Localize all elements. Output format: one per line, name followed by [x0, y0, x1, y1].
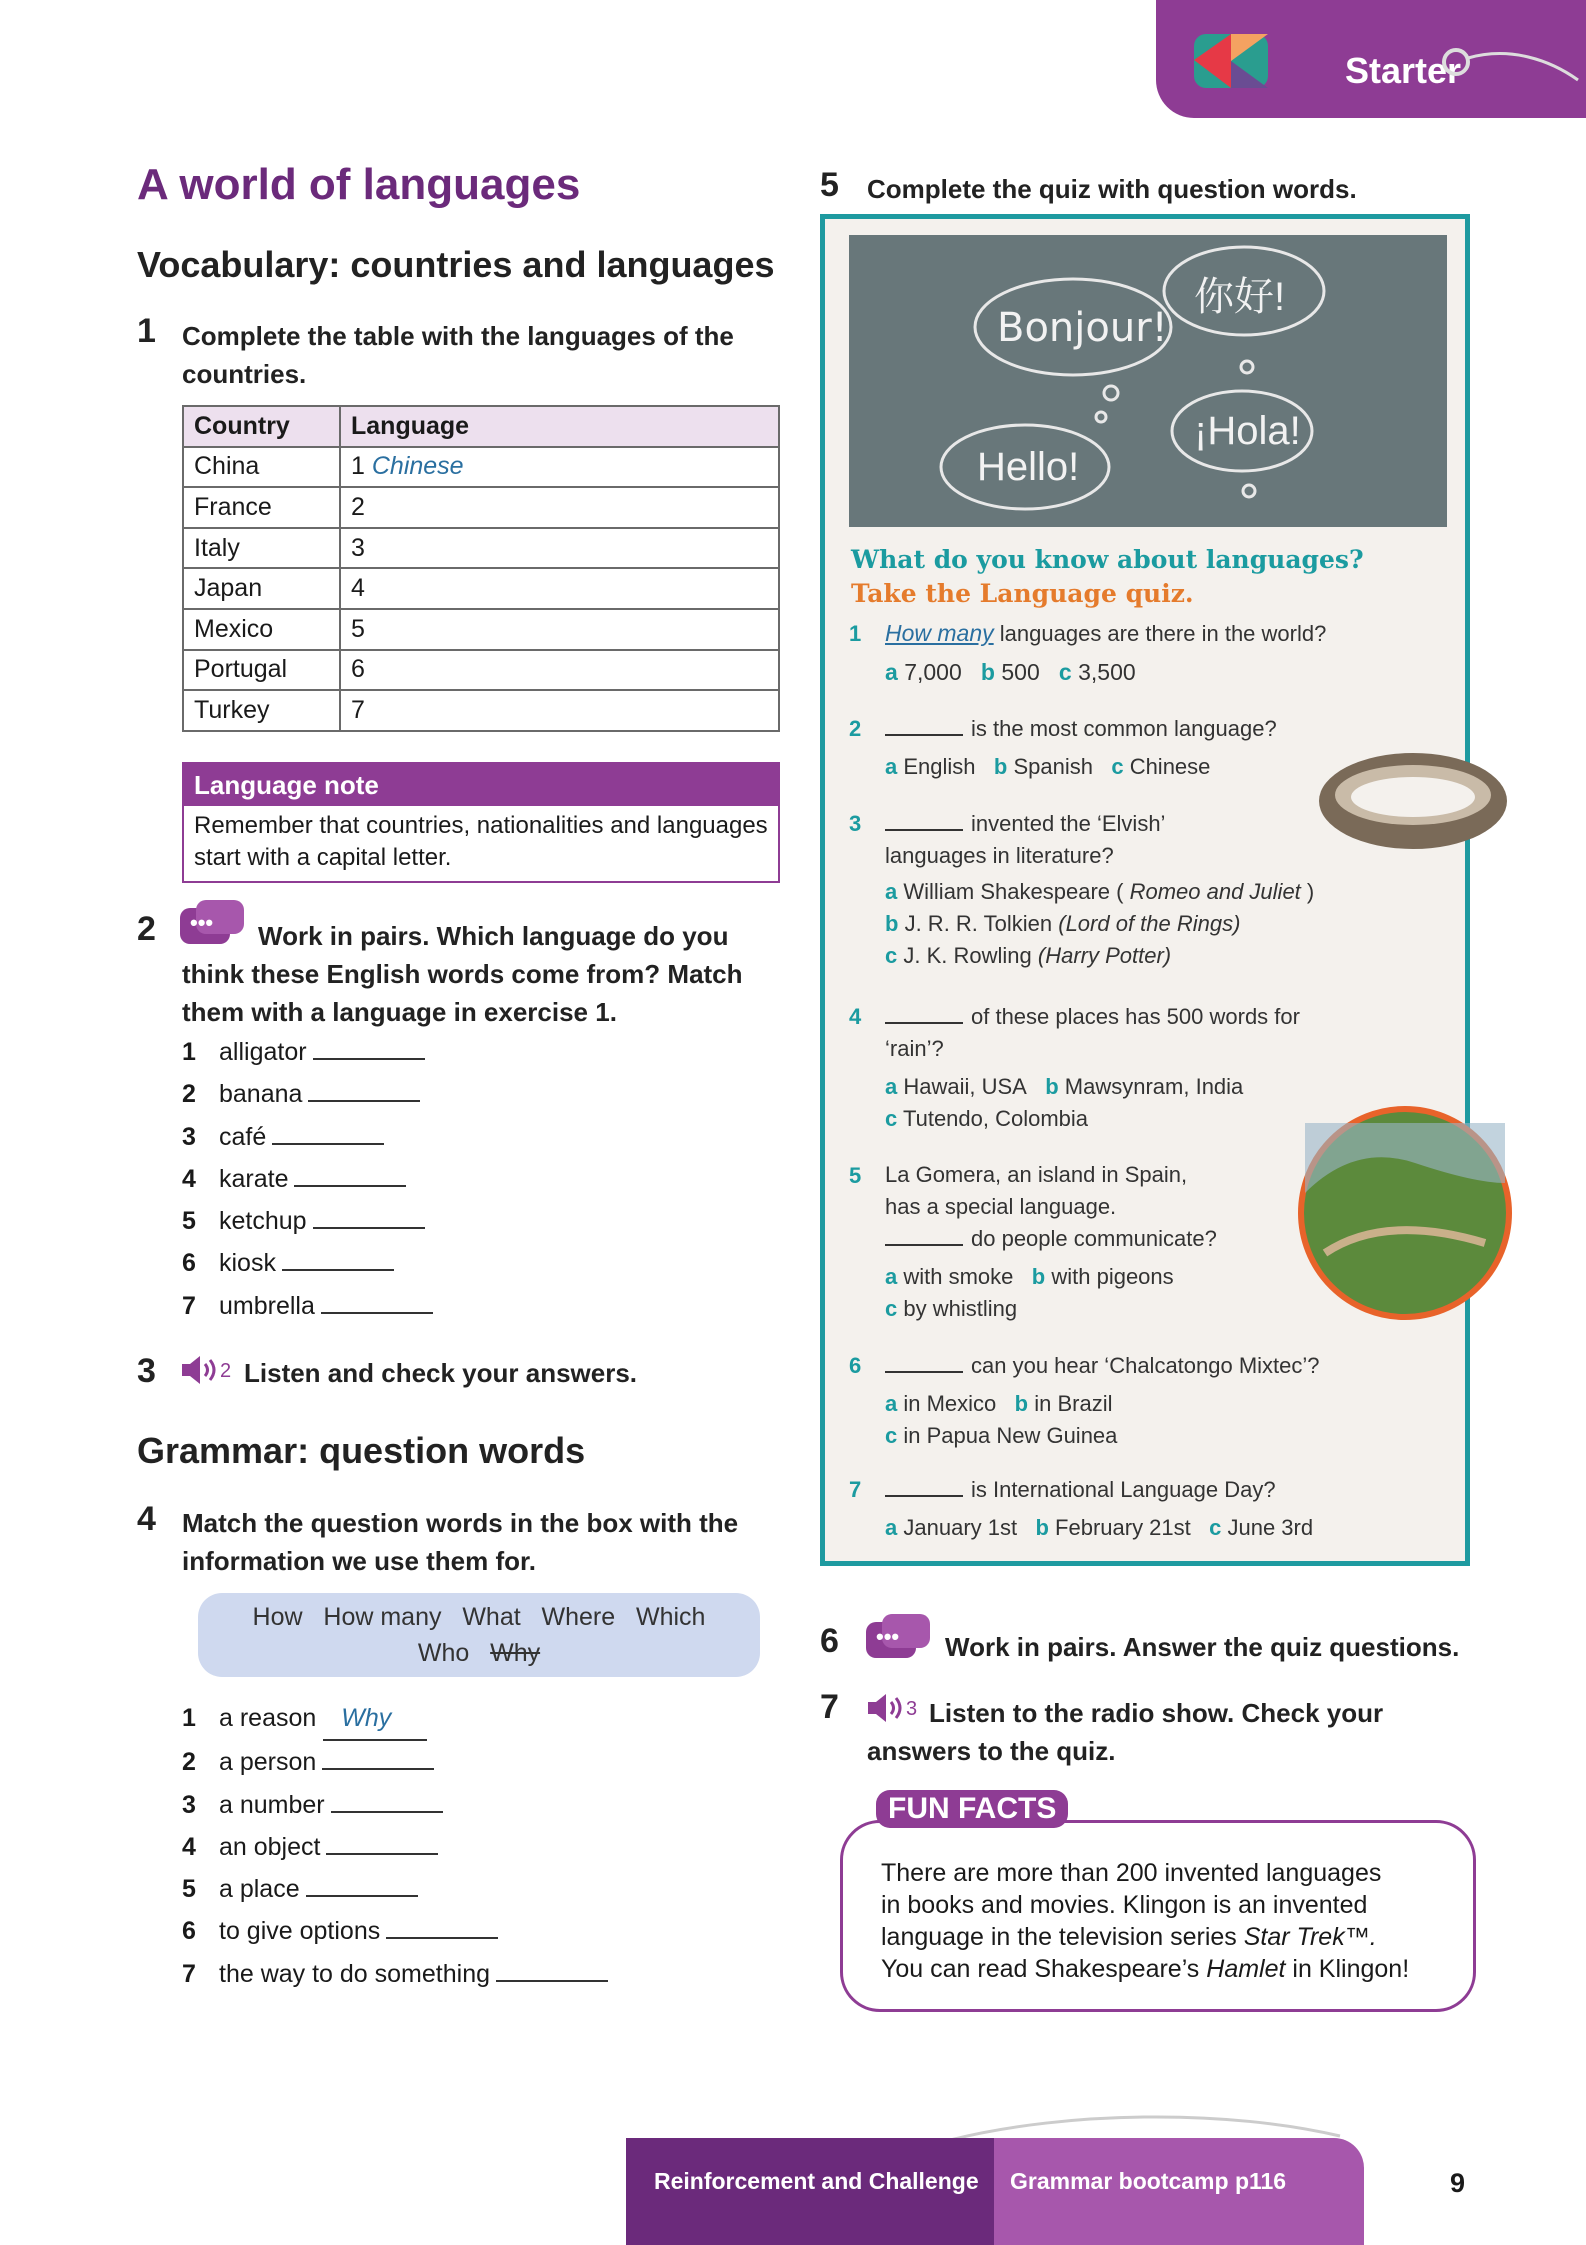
item-number: 4 — [182, 1832, 196, 1861]
word: alligator — [219, 1038, 307, 1066]
item-number: 7 — [182, 1291, 196, 1320]
q6-option-c[interactable]: in Papua New Guinea — [903, 1423, 1118, 1448]
row-number: 5 — [351, 614, 365, 643]
table-row — [183, 568, 779, 609]
ex2-instruction: Work in pairs. Which language do you think these English words come from? Match them with a language in exercise 1. — [182, 921, 743, 1027]
table-row — [183, 650, 779, 691]
list-item[interactable] — [182, 1285, 433, 1327]
answer-blank[interactable] — [496, 1962, 608, 1982]
list-item[interactable] — [182, 1868, 608, 1910]
list-item[interactable] — [182, 1073, 433, 1115]
q6-blank[interactable] — [885, 1355, 963, 1373]
q3-option-a-title: Romeo and Juliet — [1129, 879, 1301, 904]
q4-text: of these places has 500 words for — [971, 1004, 1300, 1029]
q2-option-b[interactable]: Spanish — [1013, 754, 1093, 779]
answer-blank[interactable] — [386, 1919, 498, 1939]
language-cell[interactable] — [340, 690, 779, 731]
q5-option-b[interactable]: with pigeons — [1051, 1264, 1174, 1289]
pairwork-icon: ••• — [866, 1616, 932, 1664]
language-quiz-box — [820, 214, 1470, 1566]
q1-option-c[interactable]: 3,500 — [1078, 659, 1136, 685]
item-number: 2 — [182, 1748, 196, 1777]
language-cell[interactable] — [340, 650, 779, 691]
q7-blank[interactable] — [885, 1479, 963, 1497]
q3-option-b-title: (Lord of the Rings) — [1058, 911, 1241, 936]
answer-blank[interactable] — [282, 1251, 394, 1271]
list-item[interactable] — [182, 1200, 433, 1242]
q1: How many languages are there in the world? a 7,000 b 500 c 3,500 — [885, 620, 1327, 685]
vocab-heading: Vocabulary: countries and languages — [137, 244, 775, 285]
q2-text: is the most common language? — [971, 716, 1277, 741]
country-cell: France — [183, 487, 340, 528]
answer-blank[interactable] — [326, 1835, 438, 1855]
list-item[interactable] — [182, 1697, 608, 1741]
word: ketchup — [219, 1207, 307, 1236]
q4: of these places has 500 words for ‘rain’? a Hawaii, USA b Mawsynram, India c Tutendo, Colombia — [885, 1004, 1300, 1131]
chalkboard-image — [849, 235, 1447, 527]
word: umbrella — [219, 1291, 315, 1320]
q1-number: 1 — [849, 621, 862, 646]
q2-blank[interactable] — [885, 718, 963, 736]
q1-option-b[interactable]: 500 — [1001, 659, 1040, 685]
q5: La Gomera, an island in Spain, has a special language. do people communicate? a with smoke b with pigeons c by whistling — [885, 1159, 1217, 1325]
row-number: 6 — [351, 655, 365, 684]
q3-blank[interactable] — [885, 813, 963, 831]
list-item[interactable] — [182, 1116, 433, 1158]
language-cell[interactable] — [340, 447, 779, 488]
q6: can you hear ‘Chalcatongo Mixtec’? a in Mexico b in Brazil c in Papua New Guinea — [885, 1353, 1320, 1448]
fun-facts-title: FUN FACTS — [876, 1790, 1068, 1828]
answer-blank[interactable] — [308, 1082, 420, 1102]
q5-option-a[interactable]: with smoke — [903, 1264, 1014, 1289]
item-text: a number — [219, 1790, 325, 1819]
table-row — [183, 609, 779, 650]
q3: invented the ‘Elvish’ languages in literature? a William Shakespeare ( Romeo and Juliet ) b J. R. R. Tolkien (Lord of the Rings) c J. K. Rowling (Harry Potter) — [885, 811, 1315, 968]
pairwork-icon: ••• — [180, 906, 246, 954]
item-number: 3 — [182, 1122, 196, 1151]
ex4-list — [182, 1697, 608, 1995]
language-cell[interactable] — [340, 487, 779, 528]
item-text: to give options — [219, 1917, 381, 1946]
list-item[interactable] — [182, 1953, 608, 1995]
answer-blank[interactable] — [313, 1209, 425, 1229]
item-number: 5 — [182, 1875, 196, 1904]
table-header-country: Country — [183, 406, 340, 447]
ex6-number: 6 — [820, 1622, 839, 1660]
grammar-bootcamp-link[interactable]: Grammar bootcamp p116 — [994, 2138, 1364, 2245]
item-number: 5 — [182, 1207, 196, 1236]
tab-string-icon — [1430, 40, 1580, 100]
ex2-number: 2 — [137, 910, 156, 948]
page-number: 9 — [1450, 2168, 1466, 2198]
q3-text: invented the ‘Elvish’ — [971, 811, 1166, 836]
item-text: a reason — [219, 1704, 317, 1732]
table-row — [183, 528, 779, 569]
answer-blank[interactable] — [331, 1793, 443, 1813]
q5-option-c[interactable]: by whistling — [903, 1296, 1018, 1321]
q7-option-c[interactable]: June 3rd — [1227, 1515, 1314, 1540]
item-number: 4 — [182, 1164, 196, 1193]
fun-facts-line: in books and movies. Klingon is an invented — [881, 1891, 1368, 1919]
fun-facts-line: in Klingon! — [1292, 1955, 1410, 1983]
q3-option-b[interactable]: J. R. R. Tolkien — [904, 911, 1053, 936]
row-number: 7 — [351, 695, 365, 724]
q5-blank[interactable] — [885, 1228, 963, 1246]
quiz-heading: What do you know about languages? — [851, 545, 1364, 574]
chalkboard-icon — [849, 235, 1447, 527]
board-word-bonjour: Bonjour! — [997, 305, 1168, 351]
q2-number: 2 — [849, 716, 862, 741]
track-number: 2 — [220, 1360, 232, 1382]
board-word-hello: Hello! — [977, 445, 1080, 489]
list-item[interactable] — [182, 1784, 608, 1826]
q6-text: can you hear ‘Chalcatongo Mixtec’? — [971, 1353, 1320, 1378]
ex4-number: 4 — [137, 1500, 156, 1538]
answer-blank[interactable] — [322, 1750, 434, 1770]
table-header-language: Language — [340, 406, 779, 447]
fun-facts-title-hamlet: Hamlet — [1206, 1955, 1286, 1983]
ex3-instruction: Listen and check your answers. — [244, 1358, 638, 1388]
question-words-box — [198, 1593, 760, 1677]
question-words-line: How How many What Where Which — [252, 1603, 706, 1631]
country-cell: China — [183, 447, 340, 488]
answer-blank[interactable] — [306, 1877, 418, 1897]
word: kiosk — [219, 1249, 276, 1278]
item-number: 1 — [182, 1704, 196, 1732]
language-cell[interactable] — [340, 528, 779, 569]
language-cell[interactable] — [340, 609, 779, 650]
item-number: 2 — [182, 1080, 196, 1109]
audio-icon[interactable] — [180, 1354, 218, 1386]
row-number: 1 — [351, 452, 365, 481]
q5-text-3: do people communicate? — [971, 1226, 1217, 1251]
answer-blank[interactable] — [313, 1040, 425, 1060]
unit-tab-label: Starter — [1344, 50, 1461, 91]
question-word-who: Who — [417, 1639, 470, 1667]
q3-option-a[interactable]: William Shakespeare ( — [903, 879, 1124, 904]
q7-text: is International Language Day? — [971, 1477, 1276, 1502]
ex3-number: 3 — [137, 1352, 156, 1390]
q1-option-a[interactable]: 7,000 — [904, 659, 962, 685]
table-row — [183, 447, 779, 488]
q2: is the most common language? a English b Spanish c Chinese — [885, 716, 1277, 779]
answer-blank[interactable] — [272, 1125, 384, 1145]
question-word-why-crossed: Why — [490, 1639, 541, 1667]
example-answer: Why — [323, 1697, 427, 1741]
row-number: 2 — [351, 492, 365, 521]
list-item[interactable] — [182, 1242, 433, 1284]
word: karate — [219, 1164, 289, 1193]
item-text: a person — [219, 1748, 317, 1777]
track-number: 3 — [906, 1698, 918, 1720]
q4-text-2: ‘rain’? — [885, 1036, 944, 1061]
example-answer: Chinese — [371, 452, 464, 481]
board-word-nihao: 你好! — [1194, 275, 1286, 319]
row-number: 3 — [351, 533, 365, 562]
list-item[interactable] — [182, 1910, 608, 1952]
item-text: the way to do something — [219, 1959, 490, 1988]
ex5-number: 5 — [820, 166, 839, 204]
q4-number: 4 — [849, 1004, 862, 1029]
q3-number: 3 — [849, 811, 862, 836]
q2-option-a[interactable]: English — [903, 754, 976, 779]
q4-blank[interactable] — [885, 1006, 963, 1024]
item-number: 7 — [182, 1959, 196, 1988]
list-item[interactable] — [182, 1741, 608, 1783]
item-text: an object — [219, 1832, 321, 1861]
language-note — [182, 762, 780, 883]
country-cell: Japan — [183, 568, 340, 609]
country-cell: Italy — [183, 528, 340, 569]
language-note-text: Remember that countries, nationalities and languages start with a capital letter. — [194, 812, 768, 871]
q1-example-answer: How many — [885, 620, 994, 646]
list-item[interactable] — [182, 1031, 433, 1073]
table-row — [183, 690, 779, 731]
list-item[interactable] — [182, 1826, 608, 1868]
fun-facts-line: language in the television series — [881, 1923, 1237, 1951]
q3-option-c-title: (Harry Potter) — [1037, 943, 1172, 968]
q3-option-c[interactable]: J. K. Rowling — [903, 943, 1032, 968]
fun-facts-title-startrek: Star Trek™. — [1243, 1923, 1377, 1951]
item-text: a place — [219, 1875, 300, 1904]
fun-facts-line: You can read Shakespeare’s — [881, 1955, 1200, 1983]
fun-facts-box — [840, 1820, 1476, 2012]
row-number: 4 — [351, 574, 365, 603]
q1-text: languages are there in the world? — [999, 621, 1327, 646]
fun-facts-line: There are more than 200 invented languages — [881, 1859, 1382, 1887]
board-word-hola: ¡Hola! — [1194, 409, 1301, 453]
item-number: 3 — [182, 1790, 196, 1819]
reinforcement-link[interactable]: Reinforcement and Challenge — [626, 2138, 994, 2245]
item-number: 6 — [182, 1917, 196, 1946]
ex1-number: 1 — [137, 312, 156, 350]
word: café — [219, 1122, 267, 1151]
q7: is International Language Day? a January 1st b February 21st c June 3rd — [885, 1477, 1314, 1540]
country-cell: Portugal — [183, 650, 340, 691]
page-title: A world of languages — [137, 160, 581, 209]
quiz-subheading: Take the Language quiz. — [851, 579, 1194, 608]
ex2-word-list — [182, 1031, 433, 1327]
q4-option-b[interactable]: Mawsynram, India — [1064, 1074, 1244, 1099]
q5-number: 5 — [849, 1163, 862, 1188]
q6-option-b[interactable]: in Brazil — [1034, 1391, 1113, 1416]
ex7-instruction: Listen to the radio show. Check your answers to the quiz. — [867, 1698, 1384, 1766]
answer-blank[interactable] — [321, 1294, 433, 1314]
island-photo-icon — [1295, 1103, 1515, 1323]
q3-text-2: languages in literature? — [885, 843, 1114, 868]
item-number: 6 — [182, 1249, 196, 1278]
ex1-instruction: Complete the table with the languages of the countries. — [182, 321, 734, 389]
ex7-number: 7 — [820, 1688, 839, 1726]
q6-number: 6 — [849, 1353, 862, 1378]
q7-number: 7 — [849, 1477, 862, 1502]
table-row — [183, 487, 779, 528]
q7-option-a[interactable]: January 1st — [903, 1515, 1018, 1540]
q2-option-c[interactable]: Chinese — [1129, 754, 1211, 779]
country-cell: Mexico — [183, 609, 340, 650]
q5-text: La Gomera, an island in Spain, — [885, 1162, 1188, 1187]
language-table — [182, 405, 780, 732]
language-cell[interactable] — [340, 568, 779, 609]
ex6-instruction: Work in pairs. Answer the quiz questions. — [945, 1632, 1460, 1662]
unit-logo-icon — [1190, 30, 1272, 92]
item-number: 1 — [182, 1038, 196, 1066]
ring-image-icon — [1313, 741, 1513, 861]
answer-blank[interactable] — [294, 1167, 406, 1187]
ex4-instruction: Match the question words in the box with the information we use them for. — [182, 1508, 739, 1576]
q4-option-a[interactable]: Hawaii, USA — [903, 1074, 1027, 1099]
q6-option-a[interactable]: in Mexico — [903, 1391, 997, 1416]
list-item[interactable] — [182, 1158, 433, 1200]
q5-text-2: has a special language. — [885, 1194, 1117, 1219]
ex5-instruction: Complete the quiz with question words. — [867, 174, 1357, 204]
q4-option-c[interactable]: Tutendo, Colombia — [902, 1106, 1089, 1131]
q7-option-b[interactable]: February 21st — [1055, 1515, 1191, 1540]
word: banana — [219, 1080, 303, 1109]
grammar-heading: Grammar: question words — [137, 1430, 586, 1471]
country-cell: Turkey — [183, 690, 340, 731]
language-note-title: Language note — [184, 764, 778, 806]
